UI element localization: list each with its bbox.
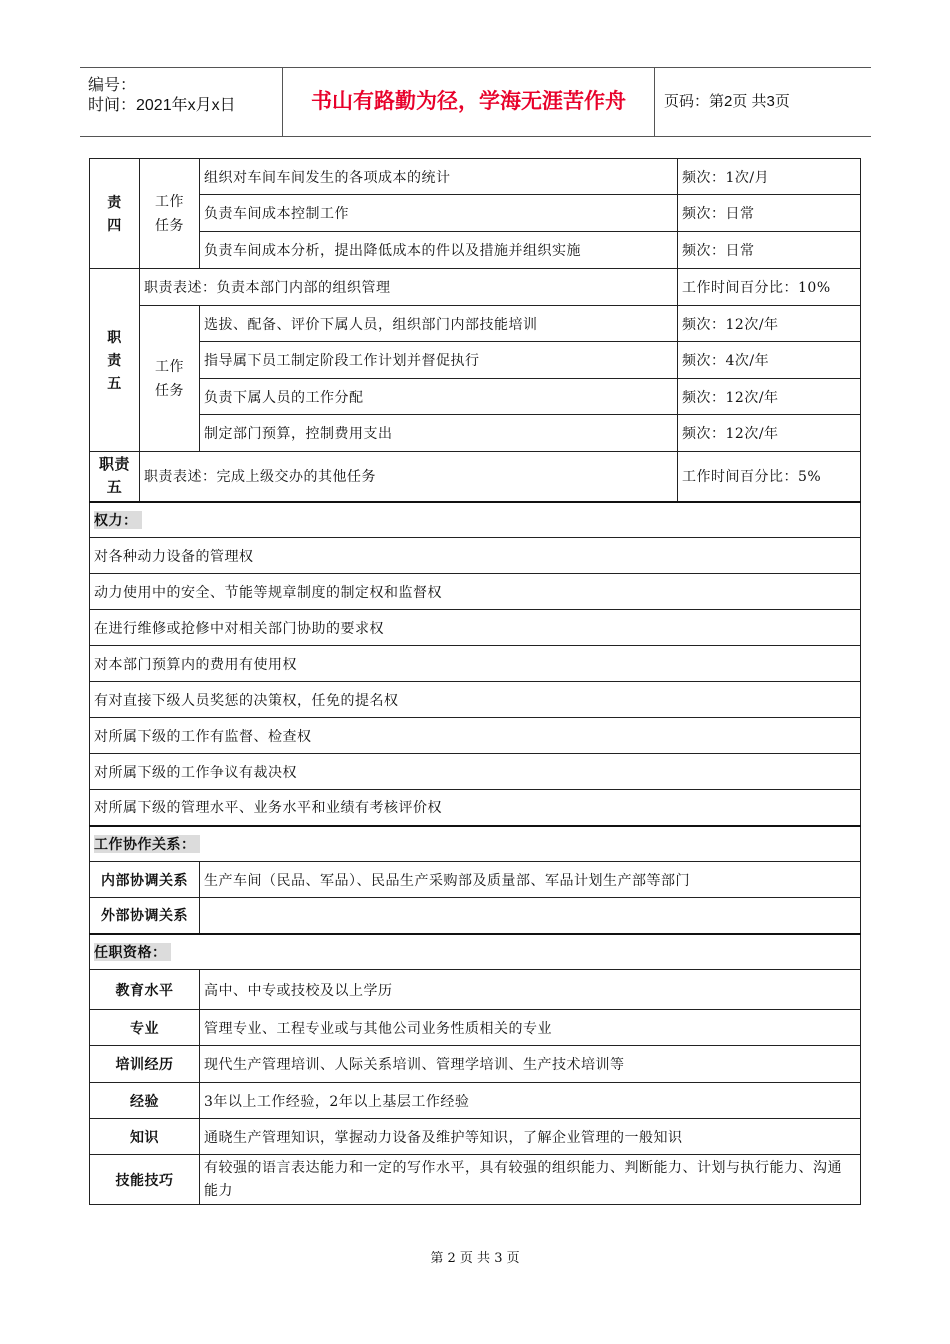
duty4-label: 责 四 bbox=[90, 159, 140, 269]
qualification-label: 培训经历 bbox=[90, 1046, 200, 1083]
qualification-label: 专业 bbox=[90, 1010, 200, 1046]
duty6-percent: 工作时间百分比：5% bbox=[678, 452, 861, 502]
header-page-code: 页码：第2页 共3页 bbox=[664, 93, 790, 110]
qualification-row bbox=[90, 970, 861, 1010]
power-item: 对各种动力设备的管理权 bbox=[90, 538, 861, 574]
qualification-row bbox=[90, 1010, 861, 1046]
duty6-label: 职责 五 bbox=[90, 452, 140, 502]
external-coordination-label: 外部协调关系 bbox=[90, 898, 200, 934]
task-cell: 制定部门预算，控制费用支出 bbox=[200, 415, 678, 452]
qualification-label: 技能技巧 bbox=[90, 1155, 200, 1205]
qualification-value: 高中、中专或技校及以上学历 bbox=[200, 970, 861, 1010]
qualification-value: 现代生产管理培训、人际关系培训、管理学培训、生产技术培训等 bbox=[200, 1046, 861, 1083]
task-cell: 负责车间成本控制工作 bbox=[200, 195, 678, 232]
internal-coordination-row bbox=[90, 862, 861, 898]
qualification-value: 通晓生产管理知识，掌握动力设备及维护等知识，了解企业管理的一般知识 bbox=[200, 1119, 861, 1155]
power-item: 有对直接下级人员奖惩的决策权，任免的提名权 bbox=[90, 682, 861, 718]
qualification-label: 知识 bbox=[90, 1119, 200, 1155]
document-time-label: 时间：2021年x月x日 bbox=[88, 97, 236, 114]
qualification-row bbox=[90, 1155, 861, 1205]
duty5-statement: 职责表述：负责本部门内部的组织管理 bbox=[140, 269, 678, 306]
duty4-task-label: 工作 任务 bbox=[140, 159, 200, 269]
frequency-cell: 频次：4次/年 bbox=[678, 342, 861, 379]
internal-coordination-label: 内部协调关系 bbox=[90, 862, 200, 898]
header-meta bbox=[80, 68, 283, 136]
duty5-task-label: 工作 任务 bbox=[140, 306, 200, 452]
page-footer: 第 2 页 共 3 页 bbox=[430, 1251, 520, 1266]
duty6-row bbox=[90, 452, 861, 502]
cooperation-title: 工作协作关系： bbox=[90, 826, 861, 862]
frequency-cell: 频次：1次/月 bbox=[678, 159, 861, 195]
power-item: 对本部门预算内的费用有使用权 bbox=[90, 646, 861, 682]
external-coordination-row bbox=[90, 898, 861, 934]
header-motto: 书山有路勤为径，学海无涯苦作舟 bbox=[283, 68, 655, 136]
external-coordination-value bbox=[200, 898, 861, 934]
task-cell: 组织对车间车间发生的各项成本的统计 bbox=[200, 159, 678, 195]
task-cell: 负责车间成本分析，提出降低成本的件以及措施并组织实施 bbox=[200, 232, 678, 269]
task-cell: 负责下属人员的工作分配 bbox=[200, 379, 678, 415]
power-item: 对所属下级的工作争议有裁决权 bbox=[90, 754, 861, 790]
page-header bbox=[80, 67, 871, 137]
duty5-statement-row bbox=[90, 269, 861, 306]
qualification-row bbox=[90, 1046, 861, 1083]
frequency-cell: 频次：日常 bbox=[678, 232, 861, 269]
qualification-value: 管理专业、工程专业或与其他公司业务性质相关的专业 bbox=[200, 1010, 861, 1046]
frequency-cell: 频次：日常 bbox=[678, 195, 861, 232]
task-cell: 指导属下员工制定阶段工作计划并督促执行 bbox=[200, 342, 678, 379]
frequency-cell: 频次：12次/年 bbox=[678, 306, 861, 342]
duty5-label: 职 责 五 bbox=[90, 269, 140, 452]
qualification-label: 经验 bbox=[90, 1083, 200, 1119]
qualification-value: 有较强的语言表达能力和一定的写作水平，具有较强的组织能力、判断能力、计划与执行能力、沟通能力 bbox=[200, 1155, 861, 1205]
duty4-row bbox=[90, 195, 861, 232]
power-item: 对所属下级的工作有监督、检查权 bbox=[90, 718, 861, 754]
duty5-percent: 工作时间百分比：10% bbox=[678, 269, 861, 306]
power-item: 在进行维修或抢修中对相关部门协助的要求权 bbox=[90, 610, 861, 646]
power-section-row bbox=[90, 502, 861, 538]
internal-coordination-value: 生产车间（民品、军品）、民品生产采购部及质量部、军品计划生产部等部门 bbox=[200, 862, 861, 898]
qualification-section-row bbox=[90, 934, 861, 970]
duty4-row bbox=[90, 159, 861, 195]
power-title: 权力： bbox=[90, 502, 861, 538]
duty6-statement: 职责表述：完成上级交办的其他任务 bbox=[140, 452, 678, 502]
document-number-label: 编号： bbox=[88, 77, 137, 94]
duty4-row bbox=[90, 232, 861, 269]
power-item: 对所属下级的管理水平、业务水平和业绩有考核评价权 bbox=[90, 790, 861, 826]
qualification-label: 教育水平 bbox=[90, 970, 200, 1010]
duty5-row bbox=[90, 342, 861, 379]
duty5-row bbox=[90, 415, 861, 452]
duty5-row bbox=[90, 379, 861, 415]
task-cell: 选拔、配备、评价下属人员，组织部门内部技能培训 bbox=[200, 306, 678, 342]
qualification-title: 任职资格： bbox=[90, 934, 861, 970]
power-item: 动力使用中的安全、节能等规章制度的制定权和监督权 bbox=[90, 574, 861, 610]
cooperation-section-row bbox=[90, 826, 861, 862]
qualification-row bbox=[90, 1083, 861, 1119]
job-description-table bbox=[89, 158, 861, 1205]
frequency-cell: 频次：12次/年 bbox=[678, 379, 861, 415]
qualification-row bbox=[90, 1119, 861, 1155]
frequency-cell: 频次：12次/年 bbox=[678, 415, 861, 452]
qualification-value: 3年以上工作经验，2年以上基层工作经验 bbox=[200, 1083, 861, 1119]
duty5-row bbox=[90, 306, 861, 342]
